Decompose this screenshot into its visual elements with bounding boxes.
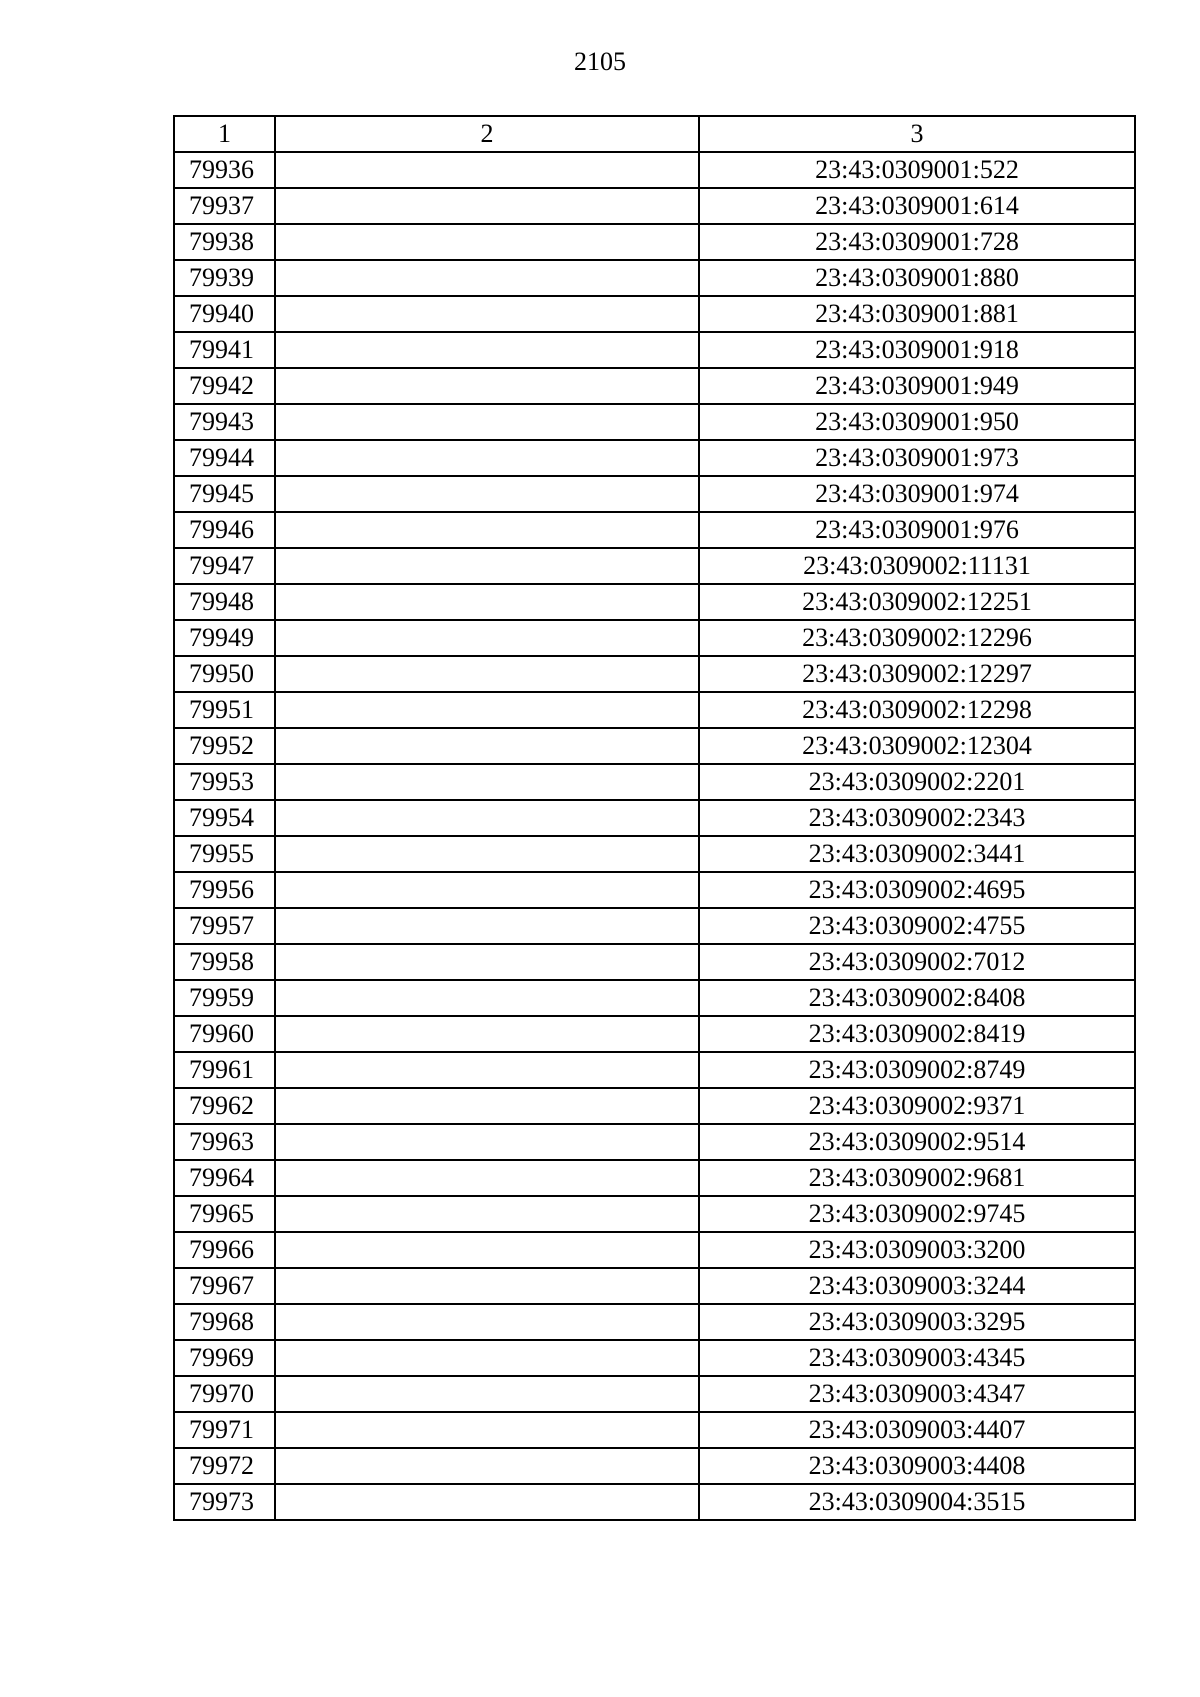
row-name-cell xyxy=(275,188,699,224)
table-row xyxy=(174,1232,1135,1268)
table-row xyxy=(174,944,1135,980)
row-number-cell: 79956 xyxy=(174,872,275,908)
table-body xyxy=(174,152,1135,1520)
row-name-cell xyxy=(275,260,699,296)
table-row xyxy=(174,188,1135,224)
table-row xyxy=(174,584,1135,620)
row-name-cell xyxy=(275,656,699,692)
table-row xyxy=(174,476,1135,512)
row-name-cell xyxy=(275,224,699,260)
row-name-cell xyxy=(275,1196,699,1232)
row-name-cell xyxy=(275,1124,699,1160)
row-number-cell: 79942 xyxy=(174,368,275,404)
row-name-cell xyxy=(275,836,699,872)
table-row xyxy=(174,836,1135,872)
cadastral-number-cell: 23:43:0309002:8749 xyxy=(699,1052,1135,1088)
row-name-cell xyxy=(275,1412,699,1448)
row-number-cell: 79959 xyxy=(174,980,275,1016)
row-number-cell: 79944 xyxy=(174,440,275,476)
row-name-cell xyxy=(275,404,699,440)
row-number-cell: 79954 xyxy=(174,800,275,836)
cadastral-number-cell: 23:43:0309001:881 xyxy=(699,296,1135,332)
row-number-cell: 79951 xyxy=(174,692,275,728)
cadastral-table xyxy=(173,115,1136,1521)
cadastral-number-cell: 23:43:0309001:614 xyxy=(699,188,1135,224)
row-name-cell xyxy=(275,548,699,584)
row-number-cell: 79945 xyxy=(174,476,275,512)
table-row xyxy=(174,1124,1135,1160)
row-number-cell: 79970 xyxy=(174,1376,275,1412)
column-header-3: 3 xyxy=(699,116,1135,152)
row-name-cell xyxy=(275,728,699,764)
row-number-cell: 79938 xyxy=(174,224,275,260)
cadastral-number-cell: 23:43:0309002:12251 xyxy=(699,584,1135,620)
table-header-row xyxy=(174,116,1135,152)
row-number-cell: 79968 xyxy=(174,1304,275,1340)
row-name-cell xyxy=(275,944,699,980)
cadastral-number-cell: 23:43:0309002:4695 xyxy=(699,872,1135,908)
cadastral-number-cell: 23:43:0309003:3244 xyxy=(699,1268,1135,1304)
cadastral-number-cell: 23:43:0309002:12297 xyxy=(699,656,1135,692)
cadastral-number-cell: 23:43:0309002:3441 xyxy=(699,836,1135,872)
row-name-cell xyxy=(275,1340,699,1376)
row-name-cell xyxy=(275,1304,699,1340)
row-number-cell: 79947 xyxy=(174,548,275,584)
row-number-cell: 79940 xyxy=(174,296,275,332)
cadastral-number-cell: 23:43:0309002:2343 xyxy=(699,800,1135,836)
row-number-cell: 79941 xyxy=(174,332,275,368)
row-name-cell xyxy=(275,692,699,728)
table-row xyxy=(174,1160,1135,1196)
cadastral-number-cell: 23:43:0309002:2201 xyxy=(699,764,1135,800)
table-row xyxy=(174,1376,1135,1412)
table-row xyxy=(174,1088,1135,1124)
cadastral-number-cell: 23:43:0309002:9681 xyxy=(699,1160,1135,1196)
row-name-cell xyxy=(275,1052,699,1088)
row-number-cell: 79948 xyxy=(174,584,275,620)
row-number-cell: 79967 xyxy=(174,1268,275,1304)
cadastral-number-cell: 23:43:0309002:9514 xyxy=(699,1124,1135,1160)
row-number-cell: 79958 xyxy=(174,944,275,980)
cadastral-number-cell: 23:43:0309002:7012 xyxy=(699,944,1135,980)
row-name-cell xyxy=(275,800,699,836)
row-number-cell: 79969 xyxy=(174,1340,275,1376)
table-row xyxy=(174,332,1135,368)
table-row xyxy=(174,1196,1135,1232)
cadastral-number-cell: 23:43:0309001:973 xyxy=(699,440,1135,476)
cadastral-number-cell: 23:43:0309002:9371 xyxy=(699,1088,1135,1124)
table-row xyxy=(174,1016,1135,1052)
table-row xyxy=(174,620,1135,656)
table-row xyxy=(174,1052,1135,1088)
row-number-cell: 79952 xyxy=(174,728,275,764)
cadastral-number-cell: 23:43:0309002:4755 xyxy=(699,908,1135,944)
cadastral-number-cell: 23:43:0309001:976 xyxy=(699,512,1135,548)
table-row xyxy=(174,692,1135,728)
table-row xyxy=(174,404,1135,440)
table-row xyxy=(174,440,1135,476)
row-number-cell: 79963 xyxy=(174,1124,275,1160)
cadastral-number-cell: 23:43:0309002:12304 xyxy=(699,728,1135,764)
row-number-cell: 79973 xyxy=(174,1484,275,1520)
table-row xyxy=(174,872,1135,908)
row-number-cell: 79937 xyxy=(174,188,275,224)
row-number-cell: 79949 xyxy=(174,620,275,656)
row-name-cell xyxy=(275,908,699,944)
cadastral-number-cell: 23:43:0309001:880 xyxy=(699,260,1135,296)
table-row xyxy=(174,1484,1135,1520)
row-number-cell: 79960 xyxy=(174,1016,275,1052)
row-number-cell: 79966 xyxy=(174,1232,275,1268)
table-row xyxy=(174,512,1135,548)
column-header-1: 1 xyxy=(174,116,275,152)
row-number-cell: 79957 xyxy=(174,908,275,944)
row-name-cell xyxy=(275,1484,699,1520)
row-name-cell xyxy=(275,1016,699,1052)
row-name-cell xyxy=(275,368,699,404)
row-number-cell: 79962 xyxy=(174,1088,275,1124)
table-row xyxy=(174,1268,1135,1304)
cadastral-number-cell: 23:43:0309003:3200 xyxy=(699,1232,1135,1268)
row-number-cell: 79964 xyxy=(174,1160,275,1196)
row-name-cell xyxy=(275,1088,699,1124)
row-name-cell xyxy=(275,1268,699,1304)
cadastral-number-cell: 23:43:0309001:950 xyxy=(699,404,1135,440)
row-name-cell xyxy=(275,512,699,548)
table-row xyxy=(174,152,1135,188)
cadastral-number-cell: 23:43:0309001:949 xyxy=(699,368,1135,404)
row-name-cell xyxy=(275,1376,699,1412)
cadastral-number-cell: 23:43:0309002:11131 xyxy=(699,548,1135,584)
table-row xyxy=(174,1340,1135,1376)
row-number-cell: 79955 xyxy=(174,836,275,872)
cadastral-number-cell: 23:43:0309004:3515 xyxy=(699,1484,1135,1520)
cadastral-number-cell: 23:43:0309003:4345 xyxy=(699,1340,1135,1376)
page-number: 2105 xyxy=(574,47,626,76)
table-row xyxy=(174,764,1135,800)
table-row xyxy=(174,728,1135,764)
cadastral-number-cell: 23:43:0309002:8419 xyxy=(699,1016,1135,1052)
row-name-cell xyxy=(275,332,699,368)
row-number-cell: 79943 xyxy=(174,404,275,440)
table-row xyxy=(174,1412,1135,1448)
row-name-cell xyxy=(275,152,699,188)
row-number-cell: 79936 xyxy=(174,152,275,188)
cadastral-number-cell: 23:43:0309002:12298 xyxy=(699,692,1135,728)
column-header-2: 2 xyxy=(275,116,699,152)
table-row xyxy=(174,368,1135,404)
cadastral-number-cell: 23:43:0309002:8408 xyxy=(699,980,1135,1016)
row-name-cell xyxy=(275,476,699,512)
table-row xyxy=(174,260,1135,296)
row-name-cell xyxy=(275,872,699,908)
row-name-cell xyxy=(275,764,699,800)
row-number-cell: 79946 xyxy=(174,512,275,548)
row-name-cell xyxy=(275,620,699,656)
row-name-cell xyxy=(275,584,699,620)
cadastral-number-cell: 23:43:0309002:9745 xyxy=(699,1196,1135,1232)
row-number-cell: 79950 xyxy=(174,656,275,692)
row-name-cell xyxy=(275,1160,699,1196)
row-number-cell: 79971 xyxy=(174,1412,275,1448)
cadastral-number-cell: 23:43:0309003:4407 xyxy=(699,1412,1135,1448)
cadastral-number-cell: 23:43:0309002:12296 xyxy=(699,620,1135,656)
table-row xyxy=(174,656,1135,692)
row-number-cell: 79961 xyxy=(174,1052,275,1088)
row-number-cell: 79939 xyxy=(174,260,275,296)
cadastral-number-cell: 23:43:0309003:4408 xyxy=(699,1448,1135,1484)
cadastral-number-cell: 23:43:0309003:4347 xyxy=(699,1376,1135,1412)
cadastral-number-cell: 23:43:0309001:728 xyxy=(699,224,1135,260)
row-name-cell xyxy=(275,1448,699,1484)
table-row xyxy=(174,800,1135,836)
table-row xyxy=(174,548,1135,584)
cadastral-number-cell: 23:43:0309003:3295 xyxy=(699,1304,1135,1340)
table-row xyxy=(174,980,1135,1016)
table-row xyxy=(174,908,1135,944)
cadastral-number-cell: 23:43:0309001:974 xyxy=(699,476,1135,512)
cadastral-number-cell: 23:43:0309001:918 xyxy=(699,332,1135,368)
row-name-cell xyxy=(275,980,699,1016)
row-number-cell: 79972 xyxy=(174,1448,275,1484)
row-name-cell xyxy=(275,296,699,332)
table-row xyxy=(174,224,1135,260)
row-name-cell xyxy=(275,440,699,476)
row-name-cell xyxy=(275,1232,699,1268)
row-number-cell: 79953 xyxy=(174,764,275,800)
table-row xyxy=(174,296,1135,332)
table-row xyxy=(174,1304,1135,1340)
table-row xyxy=(174,1448,1135,1484)
row-number-cell: 79965 xyxy=(174,1196,275,1232)
cadastral-number-cell: 23:43:0309001:522 xyxy=(699,152,1135,188)
